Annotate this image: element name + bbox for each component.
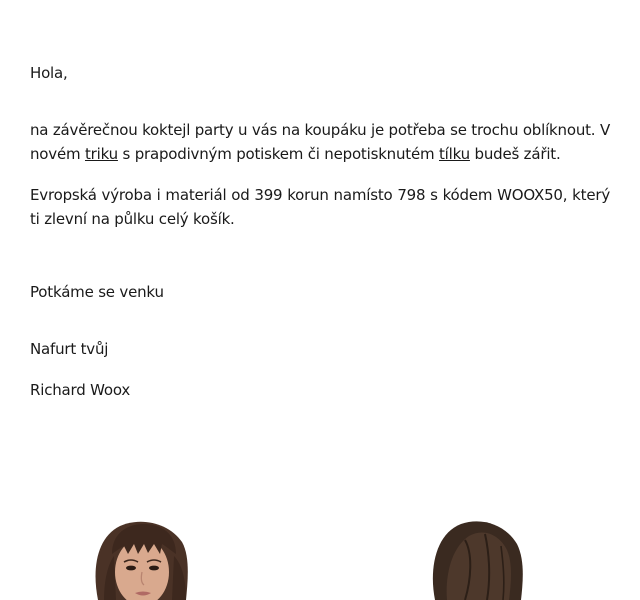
model-photo-front[interactable] — [90, 520, 200, 600]
offer-paragraph: Evropská výroba i materiál od 399 korun namísto 798 s kódem WOOX50, který ti zlevní na půlku celý košík. — [30, 186, 610, 228]
intro-text-2: s prapodivným potiskem či nepotisknutém — [117, 145, 439, 163]
intro-text-1: na závěrečnou koktejl party u vás na koupáku je potřeba se trochu oblíknout. V novém — [30, 121, 611, 163]
model-photo-back[interactable] — [425, 520, 535, 600]
intro-text-3: budeš zářit. — [469, 145, 561, 163]
greeting: Hola, — [30, 64, 68, 82]
model-front-image — [90, 520, 200, 600]
tshirt-link[interactable]: triku — [84, 145, 118, 163]
closing-line: Nafurt tvůj — [30, 340, 109, 358]
signature: Richard Woox — [30, 381, 131, 399]
tank-top-link[interactable]: tílku — [439, 145, 470, 163]
see-you-line: Potkáme se venku — [30, 283, 164, 301]
model-back-image — [425, 520, 535, 600]
intro-paragraph — [30, 118, 610, 166]
